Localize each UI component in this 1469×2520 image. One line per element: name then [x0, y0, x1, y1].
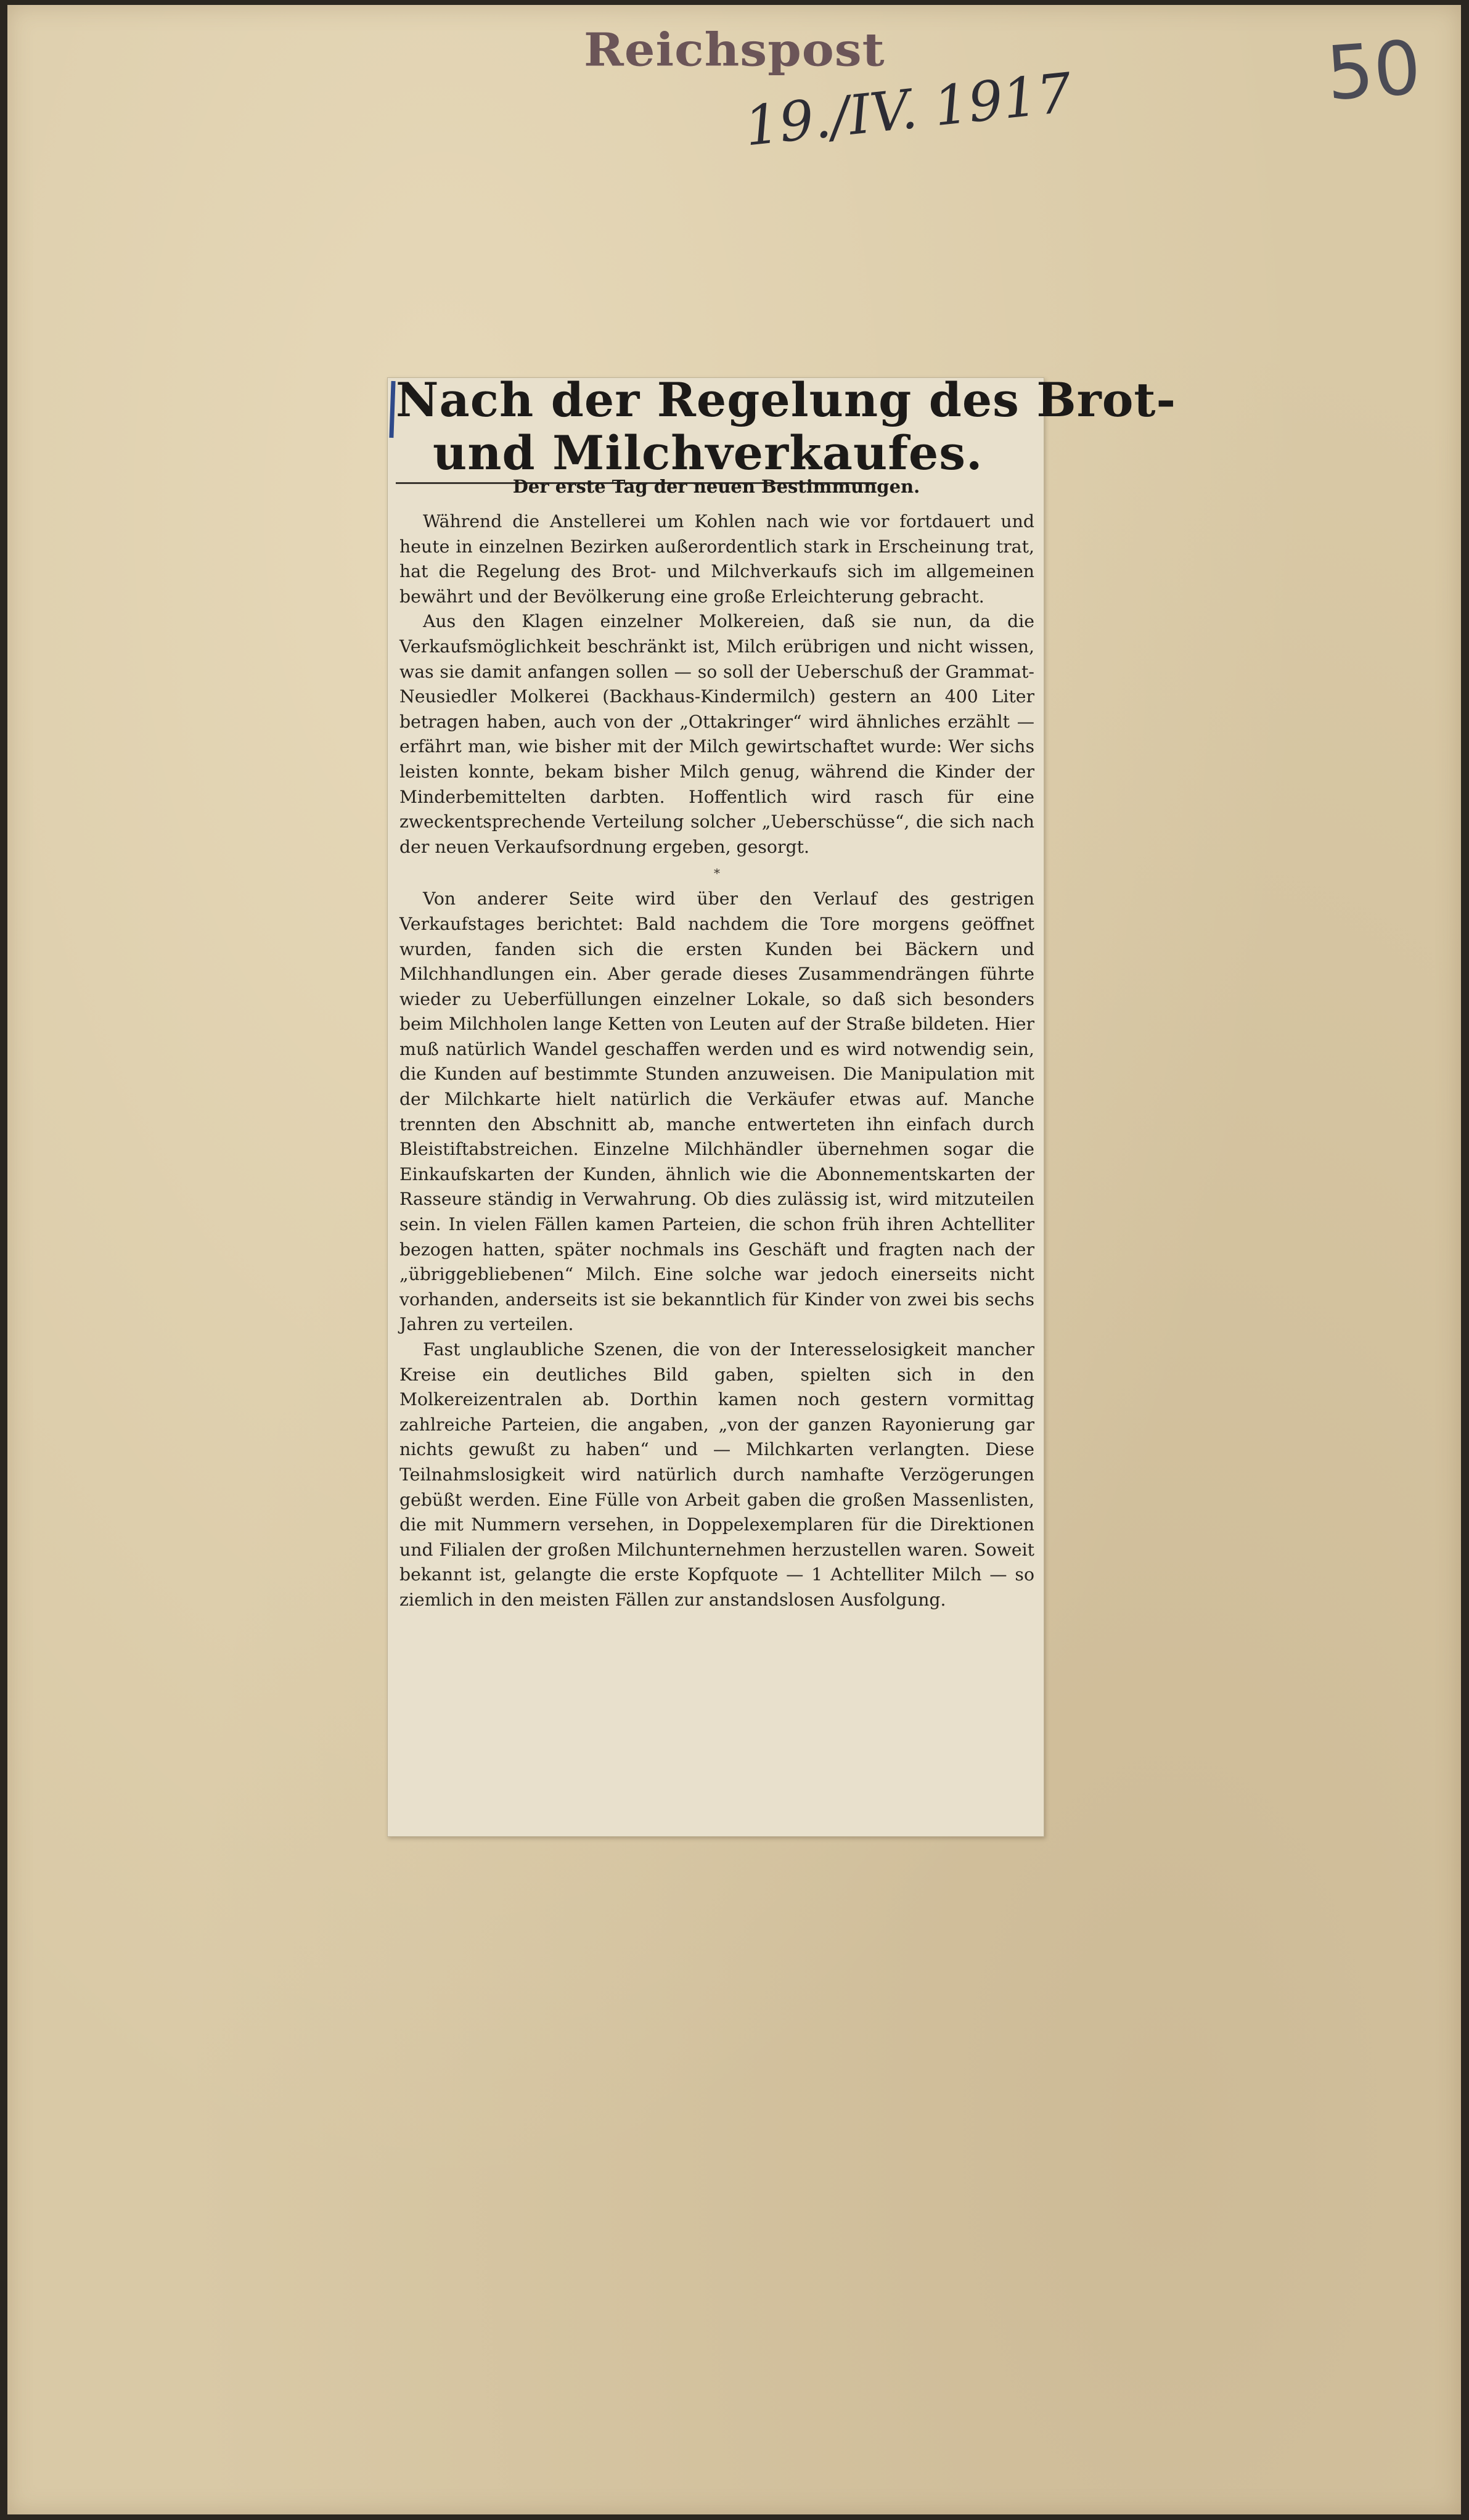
handwritten-date: 19./IV. 1917 [742, 60, 1075, 158]
newspaper-masthead-stamp: Reichspost [584, 23, 885, 77]
paragraph-1: Während die Anstellerei um Kohlen nach wie vor fortdauert und heute in einzelnen Bezirken außerordentlich stark in Erscheinung trat, hat die Regelung des Brot- und Milchverkaufs sich im allgemeinen bewährt und der Bevölkerung eine große Erleichterung gebracht. [399, 511, 1034, 607]
section-separator: * [714, 866, 720, 881]
article-body [399, 509, 1034, 1613]
headline-line-1: Nach der Regelung des Brot- [396, 372, 1177, 427]
article-subhead: Der erste Tag der neuen Bestimmungen. [512, 476, 920, 497]
paragraph-3: Von anderer Seite wird über den Verlauf des gestrigen Verkaufstages berichtet: Bald nachdem die Tore morgens geöffnet wurden, fanden sich die ersten Kunden bei Bäckern und Milchhandlungen ein. Aber gerade dieses Zusammendrängen führte wieder zu Ueberfüllungen einzelner Lokale, so daß sich besonders beim Milchholen lange Ketten von Leuten auf der Straße bildeten. Hier muß natürlich Wandel geschaffen werden und es wird notwendig sein, die Kunden auf bestimmte Stunden anzuweisen. Die Manipulation mit der Milchkarte hielt natürlich die Verkäufer etwas auf. Manche trennten den Abschnitt ab, manche entwerteten ihn einfach durch Bleistiftabstreichen. Einzelne Milchhändler übernehmen sogar die Einkaufskarten der Kunden, ähnlich wie die Abonnementskarten der Rasseure ständig in Verwahrung. Ob dies zulässig ist, wird mitzuteilen sein. In vielen Fällen kamen Parteien, die schon früh ihren Achtelliter bezogen hatten, später nochmals ins Geschäft und fragten nach der „übriggebliebenen“ Milch. Eine solche war jedoch einerseits nicht vorhanden, anderseits ist sie bekanntlich für Kinder von zwei bis sechs Jahren zu verteilen. [399, 889, 1034, 1335]
folio-number: 50 [1324, 25, 1424, 118]
paragraph-2: Aus den Klagen einzelner Molkereien, daß sie nun, da die Verkaufsmöglichkeit beschränkt ist, Milch erübrigen und nicht wissen, was sie damit anfangen sollen — so soll der Ueberschuß der Grammat-Neusiedler Molkerei (Backhaus-Kindermilch) gestern an 400 Liter betragen haben, auch von der „Ottakringer“ wird ähnliches erzählt — erfährt man, wie bisher mit der Milch gewirtschaftet wurde: Wer sichs leisten konnte, bekam bisher Milch genug, während die Kinder der Minderbemittelten darbten. Hoffentlich wird rasch für eine zweckentsprechende Verteilung solcher „Ueberschüsse“, die sich nach der neuen Verkaufsordnung ergeben, gesorgt. [399, 611, 1034, 857]
article-headline [396, 372, 1177, 484]
paragraph-4: Fast unglaubliche Szenen, die von der Interesselosigkeit mancher Kreise ein deutliches Bild gaben, spielten sich in den Molkereizentralen ab. Dorthin kamen noch gestern vormittag zahlreiche Parteien, die angaben, „von der ganzen Rayonierung gar nichts gewußt zu haben“ und — Milchkarten verlangten. Diese Teilnahmslosigkeit wird natürlich durch namhafte Verzögerungen gebüßt werden. Eine Fülle von Arbeit gaben die großen Massenlisten, die mit Nummern versehen, in Doppelexemplaren für die Direktionen und Filialen der großen Milchunternehmen herzustellen waren. Soweit bekannt ist, gelangte die erste Kopfquote — 1 Achtelliter Milch — so ziemlich in den meisten Fällen zur anstandslosen Ausfolgung. [399, 1339, 1034, 1610]
headline-line-2: und Milchverkaufes. [396, 427, 877, 484]
